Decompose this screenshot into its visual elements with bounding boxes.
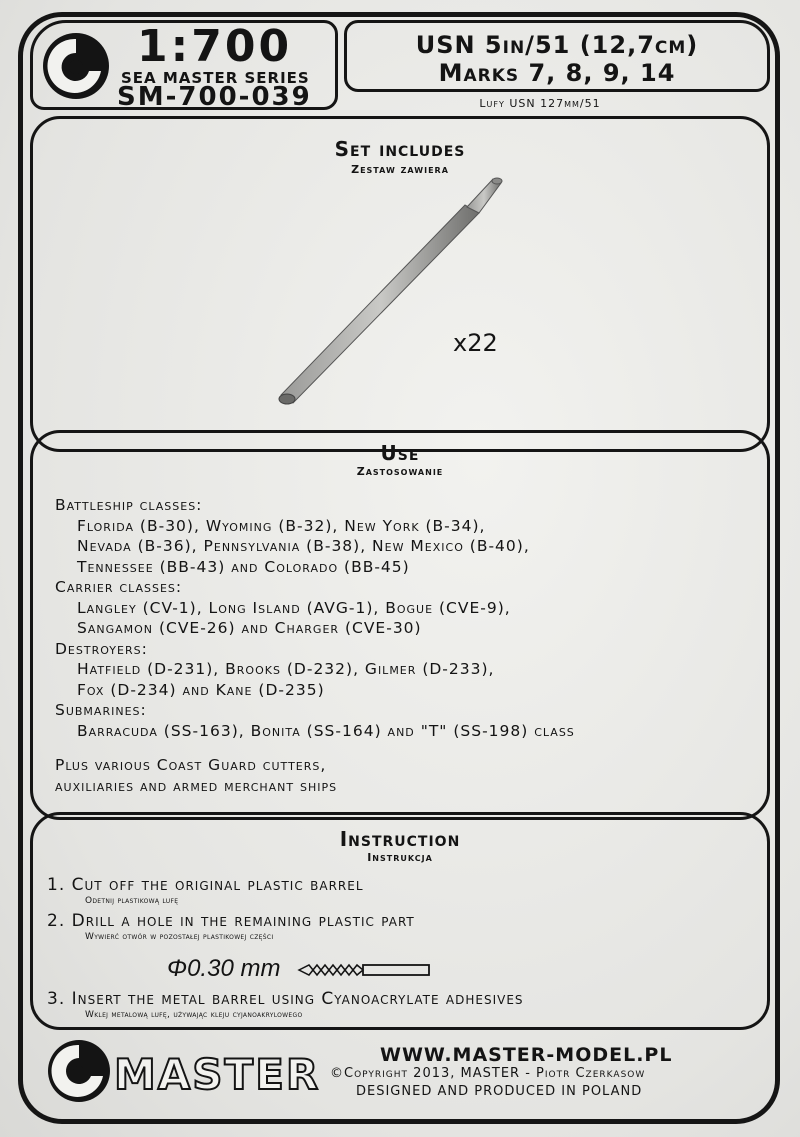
list-item: Tennessee (BB-43) and Colorado (BB-45) xyxy=(77,557,410,576)
step-2-translation: Wywierć otwór w pozostałej plastikowej części xyxy=(85,932,274,942)
header-scale-box xyxy=(30,20,338,110)
copyright-text: ©Copyright 2013, MASTER - Piotr Czerkasow xyxy=(330,1066,646,1081)
instruction-step-2 xyxy=(47,911,415,931)
additional-use-line1: Plus various Coast Guard cutters, xyxy=(55,756,327,774)
list-item: Florida (B-30), Wyoming (B-32), New York (B-34), xyxy=(77,516,486,535)
instruction-step-1 xyxy=(47,875,364,895)
website-url: WWW.MASTER-MODEL.PL xyxy=(380,1044,673,1066)
master-swirl-logo-icon xyxy=(48,1040,110,1102)
list-item: Sangamon (CVE-26) and Charger (CVE-30) xyxy=(77,619,422,637)
drill-size-label: Φ0.30 mm xyxy=(167,955,281,982)
category-label: Battleship classes: xyxy=(55,496,203,514)
list-item: Nevada (B-36), Pennsylvania (B-38), New Mexico (B-40), xyxy=(77,537,530,555)
product-code: SM-700-039 xyxy=(117,82,312,112)
series-label: SEA MASTER SERIES xyxy=(121,69,310,87)
master-swirl-logo-icon xyxy=(43,33,109,99)
brand-wordmark: MASTER xyxy=(114,1050,321,1099)
quantity-label: x22 xyxy=(453,329,498,357)
step-3-translation: Wklej metalową lufę, używając kleju cyjanoakrylowego xyxy=(85,1010,303,1020)
step-number: 3. xyxy=(47,989,66,1009)
drill-bit-icon xyxy=(297,959,433,981)
list-item: Hatfield (D-231), Brooks (D-232), Gilmer (D-233), xyxy=(77,660,495,678)
instruction-step-3 xyxy=(47,989,524,1009)
set-includes-subtitle: Zestaw zawiera xyxy=(351,163,449,176)
designed-in-text: DESIGNED AND PRODUCED IN POLAND xyxy=(356,1084,643,1099)
instruction-title: Instruction xyxy=(339,827,461,851)
instruction-subtitle: Instrukcja xyxy=(367,851,433,864)
step-number: 1. xyxy=(47,875,66,895)
instruction-section xyxy=(30,812,770,1030)
product-subtitle: Lufy USN 127mm/51 xyxy=(479,97,601,110)
use-title: Use xyxy=(380,441,420,465)
step-1-translation: Odetnij plastikową lufę xyxy=(85,896,179,906)
list-item: Langley (CV-1), Long Island (AVG-1), Bogue (CVE-9), xyxy=(77,598,511,617)
use-section xyxy=(30,430,770,820)
list-item: Fox (D-234) and Kane (D-235) xyxy=(77,680,325,699)
step-number: 2. xyxy=(47,911,66,931)
step-text: Insert the metal barrel using Cyanoacrylate adhesives xyxy=(71,989,524,1009)
header-title-box xyxy=(344,20,770,92)
ship-class-list xyxy=(55,495,575,741)
step-text: Drill a hole in the remaining plastic part xyxy=(71,911,415,931)
category-label: Submarines: xyxy=(55,701,147,719)
step-text: Cut off the original plastic barrel xyxy=(71,875,364,895)
scale-label: 1:700 xyxy=(137,21,293,72)
set-includes-title: Set includes xyxy=(334,137,466,161)
metal-barrel-illustration xyxy=(263,173,523,413)
product-title-line1: USN 5in/51 (12,7cm) xyxy=(415,31,699,59)
category-label: Destroyers: xyxy=(55,639,148,658)
set-includes-section xyxy=(30,116,770,452)
category-label: Carrier classes: xyxy=(55,578,183,596)
product-title-line2: Marks 7, 8, 9, 14 xyxy=(438,59,676,87)
additional-use-note xyxy=(55,755,337,796)
use-subtitle: Zastosowanie xyxy=(356,465,444,478)
list-item: Barracuda (SS-163), Bonita (SS-164) and "T" (SS-198) class xyxy=(77,721,575,740)
master-brand-logo xyxy=(44,1040,334,1110)
additional-use-line2: auxiliaries and armed merchant ships xyxy=(55,776,338,795)
